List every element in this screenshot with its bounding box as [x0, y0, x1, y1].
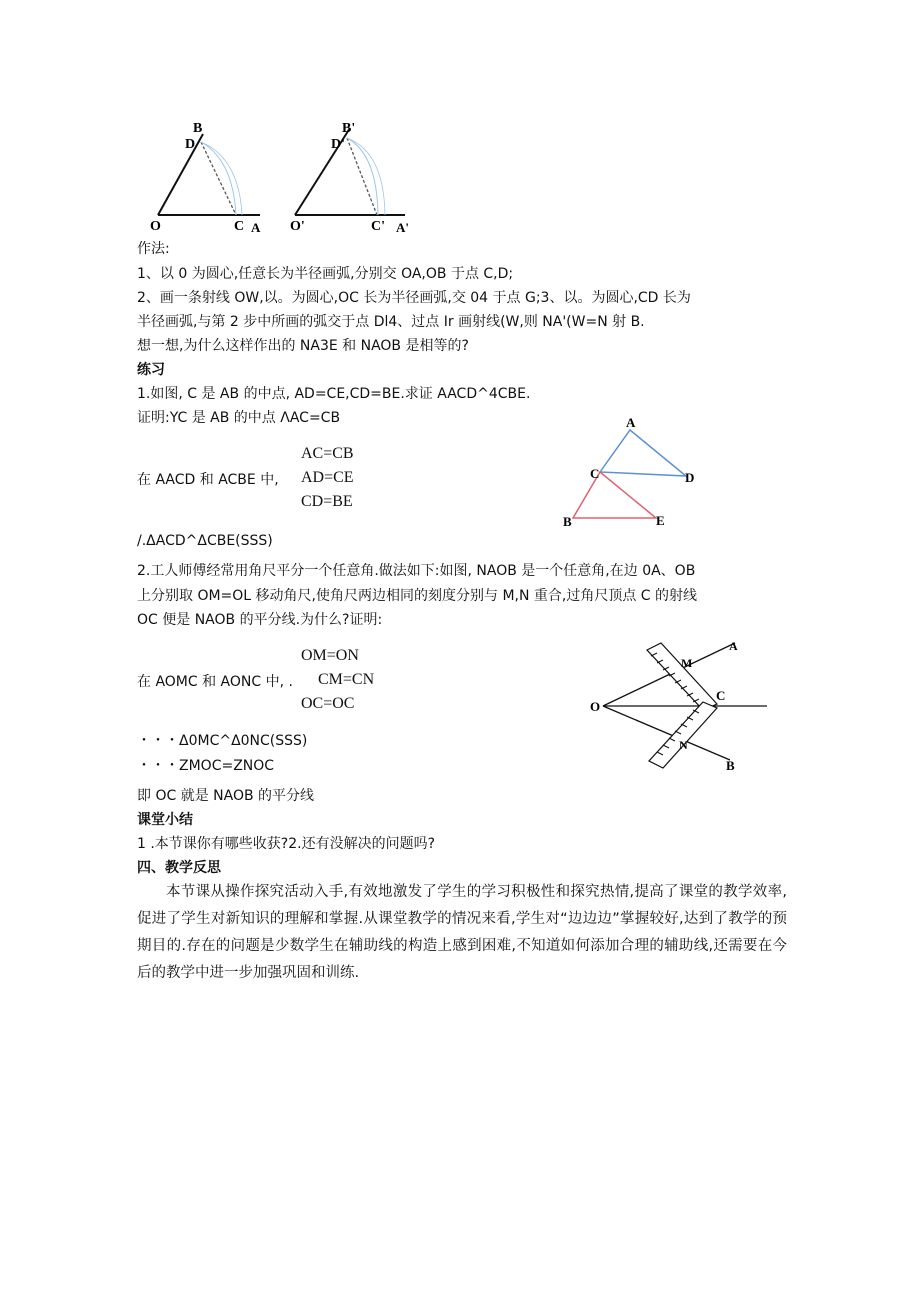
fig2-label-O: O: [590, 699, 601, 714]
equation-ac-cb: AC=CB: [301, 445, 354, 462]
construction-question: 想一想,为什么这样作出的 NA3E 和 NAOB 是相等的?: [137, 338, 469, 354]
construction-heading: 作法:: [137, 241, 170, 257]
construction-step-3: 半径画弧,与第 2 步中所画的弧交于点 Dl4、过点 Ir 画射线(W,则 NA'(W=N 射 B.: [137, 314, 645, 330]
label-C-prime: C': [371, 219, 385, 234]
in-triangles-acd-cbe: 在 AACD 和 ACBE 中,: [137, 472, 279, 488]
label-B: B: [193, 121, 203, 136]
fig2-label-N: N: [679, 738, 688, 752]
label-C: C: [234, 219, 245, 234]
practice-question-2-line-3: OC 便是 NAOB 的平分线.为什么?证明:: [137, 612, 383, 628]
label-D-prime: D': [331, 137, 345, 152]
proof-conclusion-1: /.ΔACD^ΔCBE(SSS): [137, 533, 273, 549]
label-D: D: [185, 137, 196, 152]
original-angle: [150, 121, 261, 235]
label-A: A: [251, 220, 261, 235]
proof-step-congruent: ・・・Δ0MC^Δ0NC(SSS): [137, 733, 308, 749]
equation-cd-be: CD=BE: [301, 493, 353, 510]
angle-bisector-figure: [585, 640, 770, 775]
fig1-label-E: E: [656, 513, 665, 528]
proof-final: 即 OC 就是 NAOB 的平分线: [137, 788, 315, 804]
equation-oc-oc: OC=OC: [301, 695, 355, 712]
equation-ad-ce: AD=CE: [301, 469, 354, 486]
summary-text: 1 .本节课你有哪些收获?2.还有没解决的问题吗?: [137, 836, 436, 852]
fig2-label-A: A: [729, 640, 738, 653]
fig1-label-A: A: [626, 415, 636, 430]
label-A-prime: A': [396, 220, 409, 235]
equation-cm-cn: CM=CN: [318, 671, 375, 688]
label-B-prime: B': [342, 121, 356, 136]
proof-line: 证明:YC 是 AB 的中点 ΛAC=CB: [137, 410, 341, 426]
summary-heading: 课堂小结: [137, 812, 193, 828]
reflection-paragraph: 本节课从操作探究活动入手,有效地激发了学生的学习积极性和探究热情,提高了课堂的教学效率,促进了学生对新知识的理解和掌握.从课堂教学的情况来看,学生对“边边边”掌握较好,达到了教学的预期目的.存在的问题是少数学生在辅助线的构造上感到困难,不知道如何添加合理的辅助线,还需要在今后的教学中进一步加强巩固和训练.: [137, 884, 787, 981]
reflection-heading: 四、教学反思: [137, 860, 221, 876]
practice-heading: 练习: [137, 362, 165, 378]
copied-angle: [290, 121, 409, 235]
practice-question-2-line-1: 2.工人师傅经常用角尺平分一个任意角.做法如下:如图, NAOB 是一个任意角,在边 0A、OB: [137, 563, 696, 579]
label-O-prime: O': [290, 219, 305, 234]
triangles-acd-cbe-figure: [558, 412, 708, 534]
fig2-label-B: B: [726, 758, 735, 773]
fig2-label-M: M: [681, 656, 693, 670]
fig1-label-D: D: [685, 470, 695, 485]
practice-question-1: 1.如图, C 是 AB 的中点, AD=CE,CD=BE.求证 AACD^4CBE.: [137, 386, 531, 402]
fig1-label-B: B: [563, 514, 572, 529]
construction-step-1: 1、以 0 为圆心,任意长为半径画弧,分别交 OA,OB 于点 C,D;: [137, 266, 514, 282]
proof-step-angle: ・・・ZMOC=ZNOC: [137, 758, 275, 774]
construction-step-2: 2、画一条射线 OW,以。为圆心,OC 长为半径画弧,交 04 于点 G;3、以。为圆心,CD 长为: [137, 290, 691, 306]
equation-om-on: OM=ON: [301, 647, 359, 664]
label-O: O: [150, 219, 161, 234]
practice-question-2-line-2: 上分别取 OM=OL 移动角尺,使角尺两边相同的刻度分别与 M,N 重合,过角尺顶点 C 的射线: [137, 588, 698, 604]
angle-construction-figure: [130, 112, 430, 240]
fig2-label-C: C: [716, 688, 726, 703]
fig1-label-C: C: [590, 466, 600, 481]
in-triangles-omc-onc: 在 AOMC 和 AONC 中, .: [137, 674, 293, 690]
